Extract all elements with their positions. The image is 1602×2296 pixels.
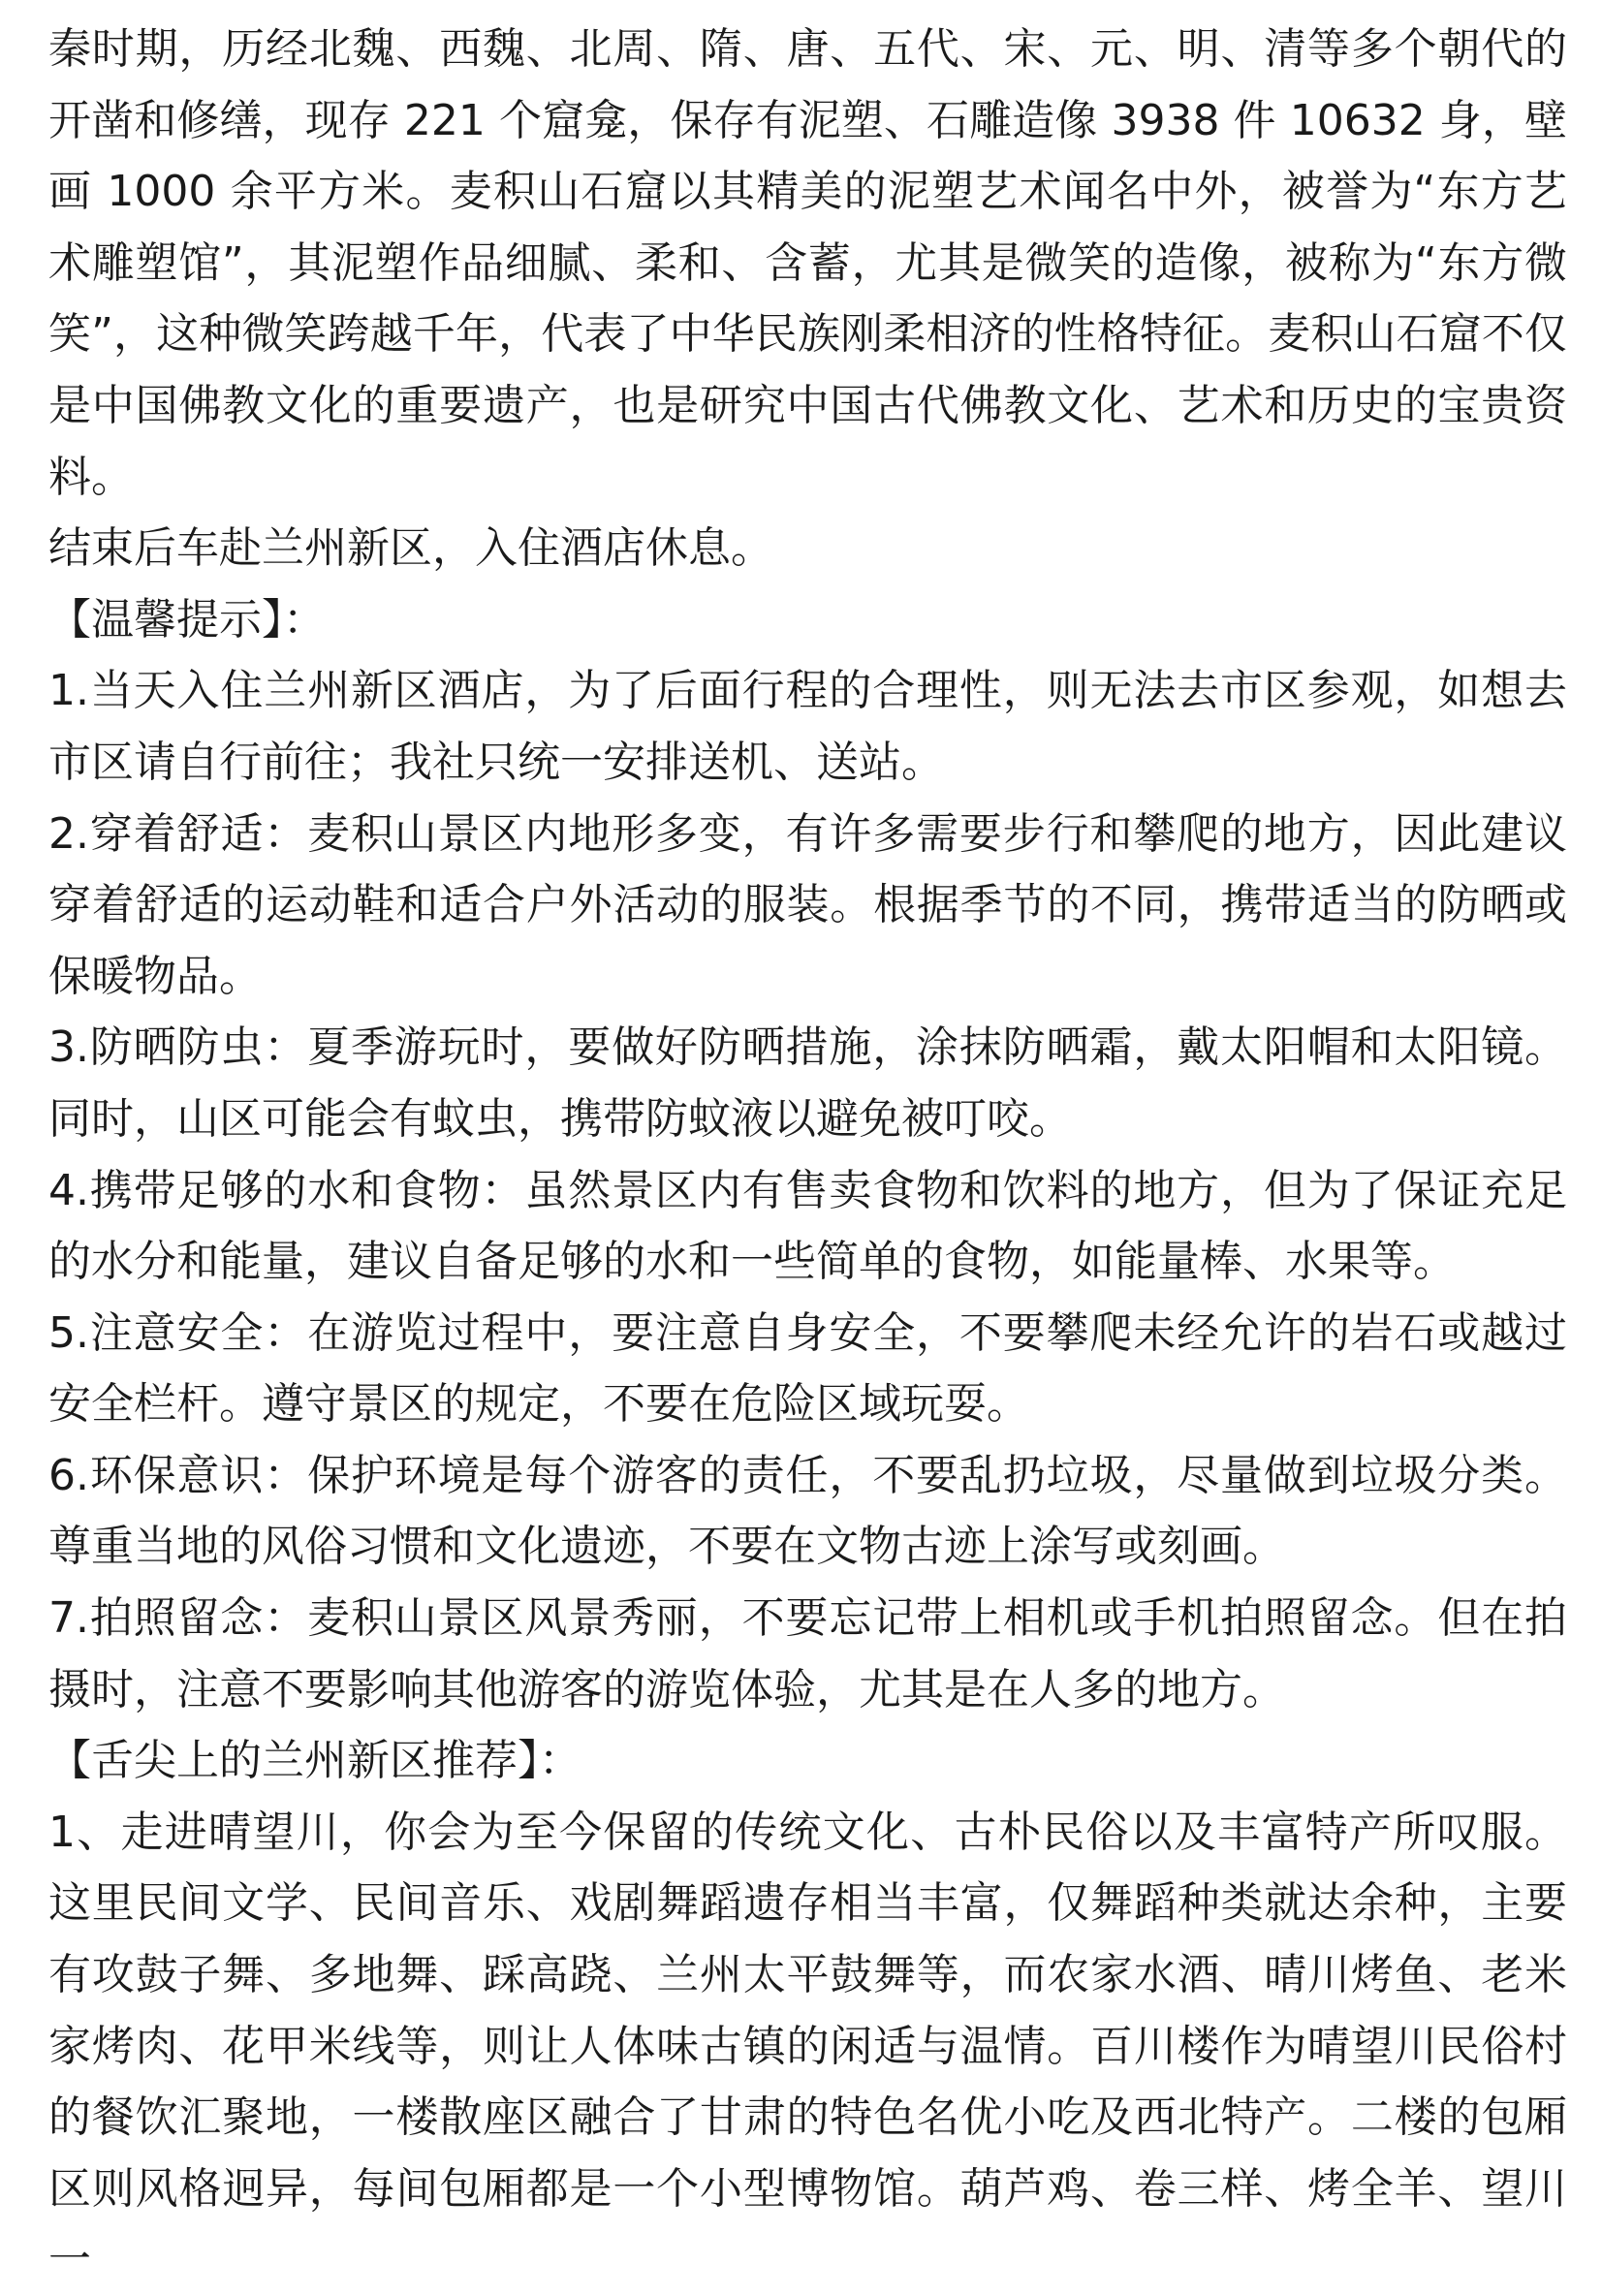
intro-closing: 结束后车赴兰州新区，入住酒店休息。	[48, 523, 773, 574]
tip-item-3: 3.防晒防虫：夏季游玩时，要做好防晒措施，涂抹防晒霜，戴太阳帽和太阳镜。同时，山区可能会有蚊虫，携带防蚊液以避免被叮咬。	[48, 1022, 1567, 1144]
tip-item-7: 7.拍照留念：麦积山景区风景秀丽，不要忘记带上相机或手机拍照留念。但在拍摄时，注意不要影响其他游客的游览体验，尤其是在人多的地方。	[48, 1593, 1567, 1714]
tip-item-5: 5.注意安全：在游览过程中，要注意自身安全，不要攀爬未经允许的岩石或越过安全栏杆。遵守景区的规定，不要在危险区域玩耍。	[48, 1307, 1567, 1430]
intro-paragraph: 秦时期，历经北魏、西魏、北周、隋、唐、五代、宋、元、明、清等多个朝代的开凿和修缮，现存 221 个窟龛，保存有泥塑、石雕造像 3938 件 10632 身，壁画 1000 余平方米。麦积山石窟以其精美的泥塑艺术闻名中外，被誉为“东方艺术雕塑馆”，其泥塑作品细腻、柔和、含蓄，尤其是微笑的造像，被称为“东方微笑”，这种微笑跨越千年，代表了中华民族刚柔相济的性格特征。麦积山石窟不仅是中国佛教文化的重要遗产，也是研究中国古代佛教文化、艺术和历史的宝贵资料。	[48, 24, 1567, 502]
food-heading: 【舌尖上的兰州新区推荐】：	[48, 1736, 581, 1786]
tip-item-6: 6.环保意识：保护环境是每个游客的责任，不要乱扔垃圾，尽量做到垃圾分类。尊重当地的风俗习惯和文化遗迹，不要在文物古迹上涂写或刻画。	[48, 1450, 1567, 1572]
tips-heading: 【温馨提示】：	[48, 594, 326, 645]
tip-item-1: 1.当天入住兰州新区酒店，为了后面行程的合理性，则无法去市区参观，如想去市区请自行前往；我社只统一安排送机、送站。	[48, 666, 1567, 787]
tip-item-4: 4.携带足够的水和食物：虽然景区内有售卖食物和饮料的地方，但为了保证充足的水分和能量，建议自备足够的水和一些简单的食物，如能量棒、水果等。	[48, 1165, 1567, 1287]
food-item-1: 1、走进晴望川，你会为至今保留的传统文化、古朴民俗以及丰富特产所叹服。这里民间文学、民间音乐、戏剧舞蹈遗存相当丰富，仅舞蹈种类就达余种，主要有攻鼓子舞、多地舞、踩高跷、兰州太平鼓舞等，而农家水酒、晴川烤鱼、老米家烤肉、花甲米线等，则让人体味古镇的闲适与温情。百川楼作为晴望川民俗村的餐饮汇聚地，一楼散座区融合了甘肃的特色名优小吃及西北特产。二楼的包厢区则风格迥异，每间包厢都是一个小型博物馆。葫芦鸡、卷三样、烤全羊、望川一	[48, 1807, 1567, 2285]
tip-item-2: 2.穿着舒适：麦积山景区内地形多变，有许多需要步行和攀爬的地方，因此建议穿着舒适的运动鞋和适合户外活动的服装。根据季节的不同，携带适当的防晒或保暖物品。	[48, 808, 1567, 1001]
